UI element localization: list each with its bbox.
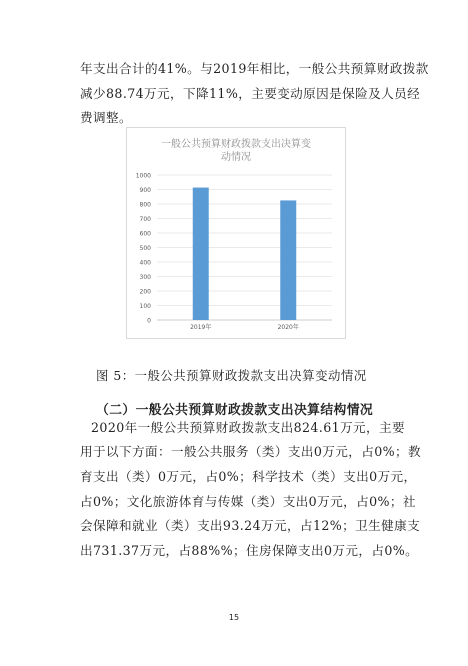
y-tick-label: 400 bbox=[139, 259, 151, 267]
y-tick-label: 300 bbox=[139, 274, 151, 281]
y-tick-label: 700 bbox=[139, 216, 151, 223]
y-tick-label: 1000 bbox=[135, 172, 151, 180]
y-tick-label: 900 bbox=[139, 187, 151, 194]
bar-1 bbox=[280, 200, 296, 320]
paragraph-line: 减少88.74万元，下降11%，主要变动原因是保险及人员经 bbox=[80, 86, 421, 101]
x-tick-label: 2020年 bbox=[277, 324, 299, 331]
chart-title-line1: 一般公共预算财政拨款支出决算变 bbox=[161, 139, 311, 150]
chart-frame bbox=[126, 127, 346, 339]
bar-chart bbox=[127, 128, 345, 338]
y-tick-label: 800 bbox=[139, 201, 151, 209]
x-tick-label: 2019年 bbox=[190, 324, 212, 331]
y-tick-label: 100 bbox=[139, 303, 151, 310]
figure-caption: 图 5：一般公共预算财政拨款支出决算变动情况 bbox=[96, 368, 367, 383]
bar-0 bbox=[193, 188, 209, 320]
paragraph-line: 2020年一般公共预算财政拨款支出824.61万元，主要 bbox=[91, 420, 406, 435]
y-tick-label: 200 bbox=[139, 288, 151, 296]
section-heading: （二）一般公共预算财政拨款支出决算结构情况 bbox=[96, 403, 374, 418]
y-tick-label: 600 bbox=[139, 230, 151, 238]
paragraph-line: 会保障和就业（类）支出93.24万元，占12%；卫生健康支 bbox=[80, 518, 421, 533]
page-number: 15 bbox=[228, 613, 240, 622]
paragraph-line: 占0%；文化旅游体育与传媒（类）支出0万元，占0%；社 bbox=[80, 494, 416, 509]
paragraph-line: 年支出合计的41%。与2019年相比，一般公共预算财政拨款 bbox=[80, 61, 429, 76]
paragraph-line: 用于以下方面：一般公共服务（类）支出0万元，占0%；教 bbox=[80, 444, 422, 459]
paragraph-line: 育支出（类）0万元，占0%；科学技术（类）支出0万元， bbox=[80, 469, 417, 484]
paragraph-line: 出731.37万元，占88%%；住房保障支出0万元，占0%。 bbox=[80, 543, 419, 558]
y-tick-label: 500 bbox=[139, 245, 151, 252]
paragraph-line: 费调整。 bbox=[80, 110, 132, 125]
y-tick-label: 0 bbox=[147, 317, 151, 325]
chart-title-line2: 动情况 bbox=[221, 152, 251, 163]
